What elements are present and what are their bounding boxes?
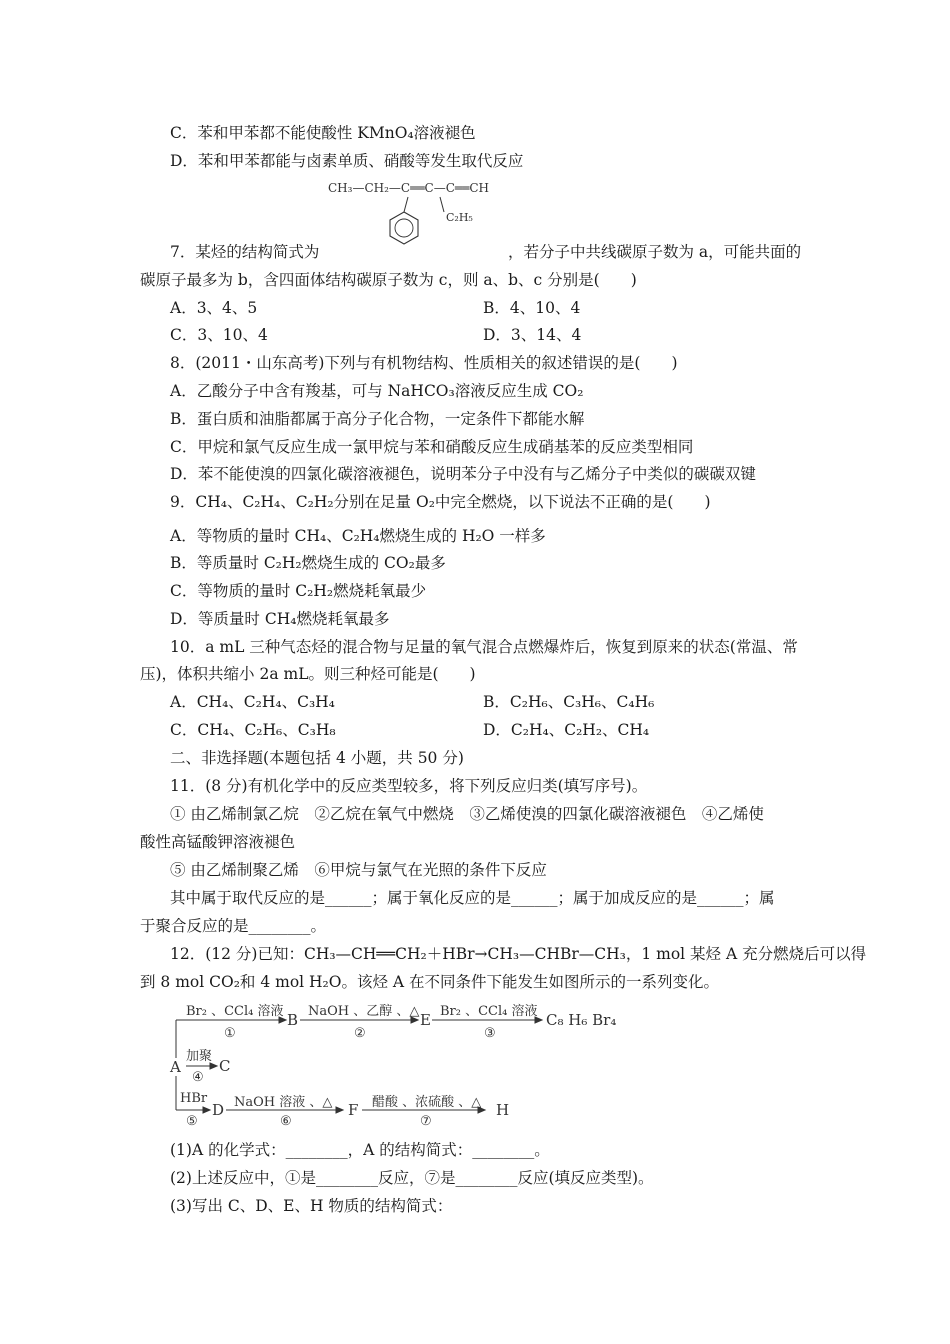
q11-items-3: ⑤ 由乙烯制聚乙烯 ⑥甲烷与氯气在光照的条件下反应 — [170, 861, 547, 879]
q10-stem: 10．a mL 三种气态烃的混合物与足量的氧气混合点燃爆炸后，恢复到原来的状态(常温、常 — [170, 638, 798, 656]
q12-part-2: (2)上述反应中，①是________反应，⑦是________反应(填反应类型)。 — [170, 1169, 654, 1187]
q8-option-b: B．蛋白质和油脂都属于高分子化合物，一定条件下都能水解 — [170, 410, 585, 428]
q12-stem: 12．(12 分)已知：CH₃—CH══CH₂＋HBr→CH₃—CHBr—CH₃，1 mol 某烃 A 充分燃烧后可以得 — [170, 945, 867, 963]
reagent-step-1: Br₂ 、CCl₄ 溶液 — [186, 1004, 284, 1019]
q8-stem: 8．(2011・山东高考)下列与有机物结构、性质相关的叙述错误的是( ) — [170, 354, 678, 372]
q9-option-a: A．等物质的量时 CH₄、C₂H₄燃烧生成的 H₂O 一样多 — [170, 527, 546, 545]
q8-option-d: D．苯不能使溴的四氯化碳溶液褪色，说明苯分子中没有与乙烯分子中类似的碳碳双键 — [170, 465, 756, 483]
section-2-heading: 二、非选择题(本题包括 4 小题，共 50 分) — [170, 749, 464, 767]
q12-stem-line2: 到 8 mol CO₂和 4 mol H₂O。该烃 A 在不同条件下能发生如图所示的一系列变化。 — [140, 973, 720, 991]
reagent-step-2: NaOH 、乙醇 、△ — [308, 1004, 420, 1019]
structure-ethyl: C₂H₅ — [446, 211, 473, 224]
step-7-number: ⑦ — [420, 1114, 432, 1129]
q10-option-c: C．CH₄、C₂H₆、C₃H₈ — [170, 721, 336, 739]
q10-option-b: B．C₂H₆、C₃H₆、C₄H₆ — [483, 693, 655, 711]
q8-option-c: C．甲烷和氯气反应生成一氯甲烷与苯和硝酸反应生成硝基苯的反应类型相同 — [170, 438, 694, 456]
step-3-number: ③ — [484, 1026, 496, 1041]
compound-f: F — [348, 1101, 359, 1119]
q7-option-a: A．3、4、5 — [170, 299, 258, 317]
reagent-step-3: Br₂ 、CCl₄ 溶液 — [440, 1004, 538, 1019]
compound-b: B — [287, 1011, 299, 1029]
q12-part-1: (1)A 的化学式：________，A 的结构简式：________。 — [170, 1141, 550, 1159]
compound-d: D — [212, 1101, 225, 1119]
step-5-number: ⑤ — [186, 1114, 198, 1129]
product-formula: C₈ H₆ Br₄ — [546, 1011, 617, 1029]
compound-a: A — [170, 1058, 181, 1076]
q11-question: 其中属于取代反应的是______；属于氧化反应的是______；属于加成反应的是______；属 — [170, 889, 775, 907]
compound-c: C — [219, 1057, 231, 1075]
step-4-number: ④ — [192, 1070, 204, 1085]
q7-option-b: B．4、10、4 — [483, 299, 581, 317]
q12-part-3: (3)写出 C、D、E、H 物质的结构简式： — [170, 1197, 453, 1215]
q11-question-line2: 于聚合反应的是________。 — [140, 917, 327, 935]
compound-e: E — [420, 1011, 431, 1029]
label-polymerization: 加聚 — [186, 1049, 213, 1064]
q7-stem-start: 7．某烃的结构简式为 — [170, 243, 320, 261]
q11-stem: 11．(8 分)有机化学中的反应类型较多，将下列反应归类(填写序号)。 — [170, 777, 648, 795]
q8-option-a: A．乙酸分子中含有羧基，可与 NaHCO₃溶液反应生成 CO₂ — [170, 382, 584, 400]
q11-items-1: ① 由乙烯制氯乙烷 ②乙烷在氧气中燃烧 ③乙烯使溴的四氯化碳溶液褪色 ④乙烯使 — [170, 805, 764, 823]
option-d-benzene: D．苯和甲苯都能与卤素单质、硝酸等发生取代反应 — [170, 152, 524, 170]
reagent-step-6: NaOH 溶液 、△ — [234, 1095, 333, 1110]
q10-stem-line2: 压)，体积共缩小 2a mL。则三种烃可能是( ) — [140, 665, 476, 683]
q10-option-a: A．CH₄、C₂H₄、C₃H₄ — [170, 693, 335, 711]
compound-h: H — [496, 1101, 510, 1119]
step-1-number: ① — [224, 1026, 236, 1041]
step-6-number: ⑥ — [280, 1114, 292, 1129]
q11-items-2: 酸性高锰酸钾溶液褪色 — [140, 833, 296, 851]
q7-option-d: D．3、14、4 — [483, 326, 582, 344]
q7-stem-end: ，若分子中共线碳原子数为 a，可能共面的 — [508, 243, 802, 261]
structure-chain: CH₃—CH₂—C══C—C══CH — [328, 181, 490, 195]
option-c-benzene: C．苯和甲苯都不能使酸性 KMnO₄溶液褪色 — [170, 124, 476, 142]
q7-stem-line2: 碳原子最多为 b，含四面体结构碳原子数为 c，则 a、b、c 分别是( ) — [140, 271, 637, 289]
q9-option-d: D．等质量时 CH₄燃烧耗氧最多 — [170, 610, 390, 628]
q10-option-d: D．C₂H₄、C₂H₂、CH₄ — [483, 721, 650, 739]
q9-option-c: C．等物质的量时 C₂H₂燃烧耗氧最少 — [170, 582, 427, 600]
q9-stem: 9．CH₄、C₂H₄、C₂H₂分别在足量 O₂中完全燃烧，以下说法不正确的是( ) — [170, 493, 711, 511]
reagent-step-7: 醋酸 、浓硫酸 、△ — [372, 1095, 482, 1110]
step-2-number: ② — [354, 1026, 366, 1041]
reagent-hbr: HBr — [180, 1091, 208, 1106]
q9-option-b: B．等质量时 C₂H₂燃烧生成的 CO₂最多 — [170, 554, 446, 572]
q7-option-c: C．3、10、4 — [170, 326, 268, 344]
